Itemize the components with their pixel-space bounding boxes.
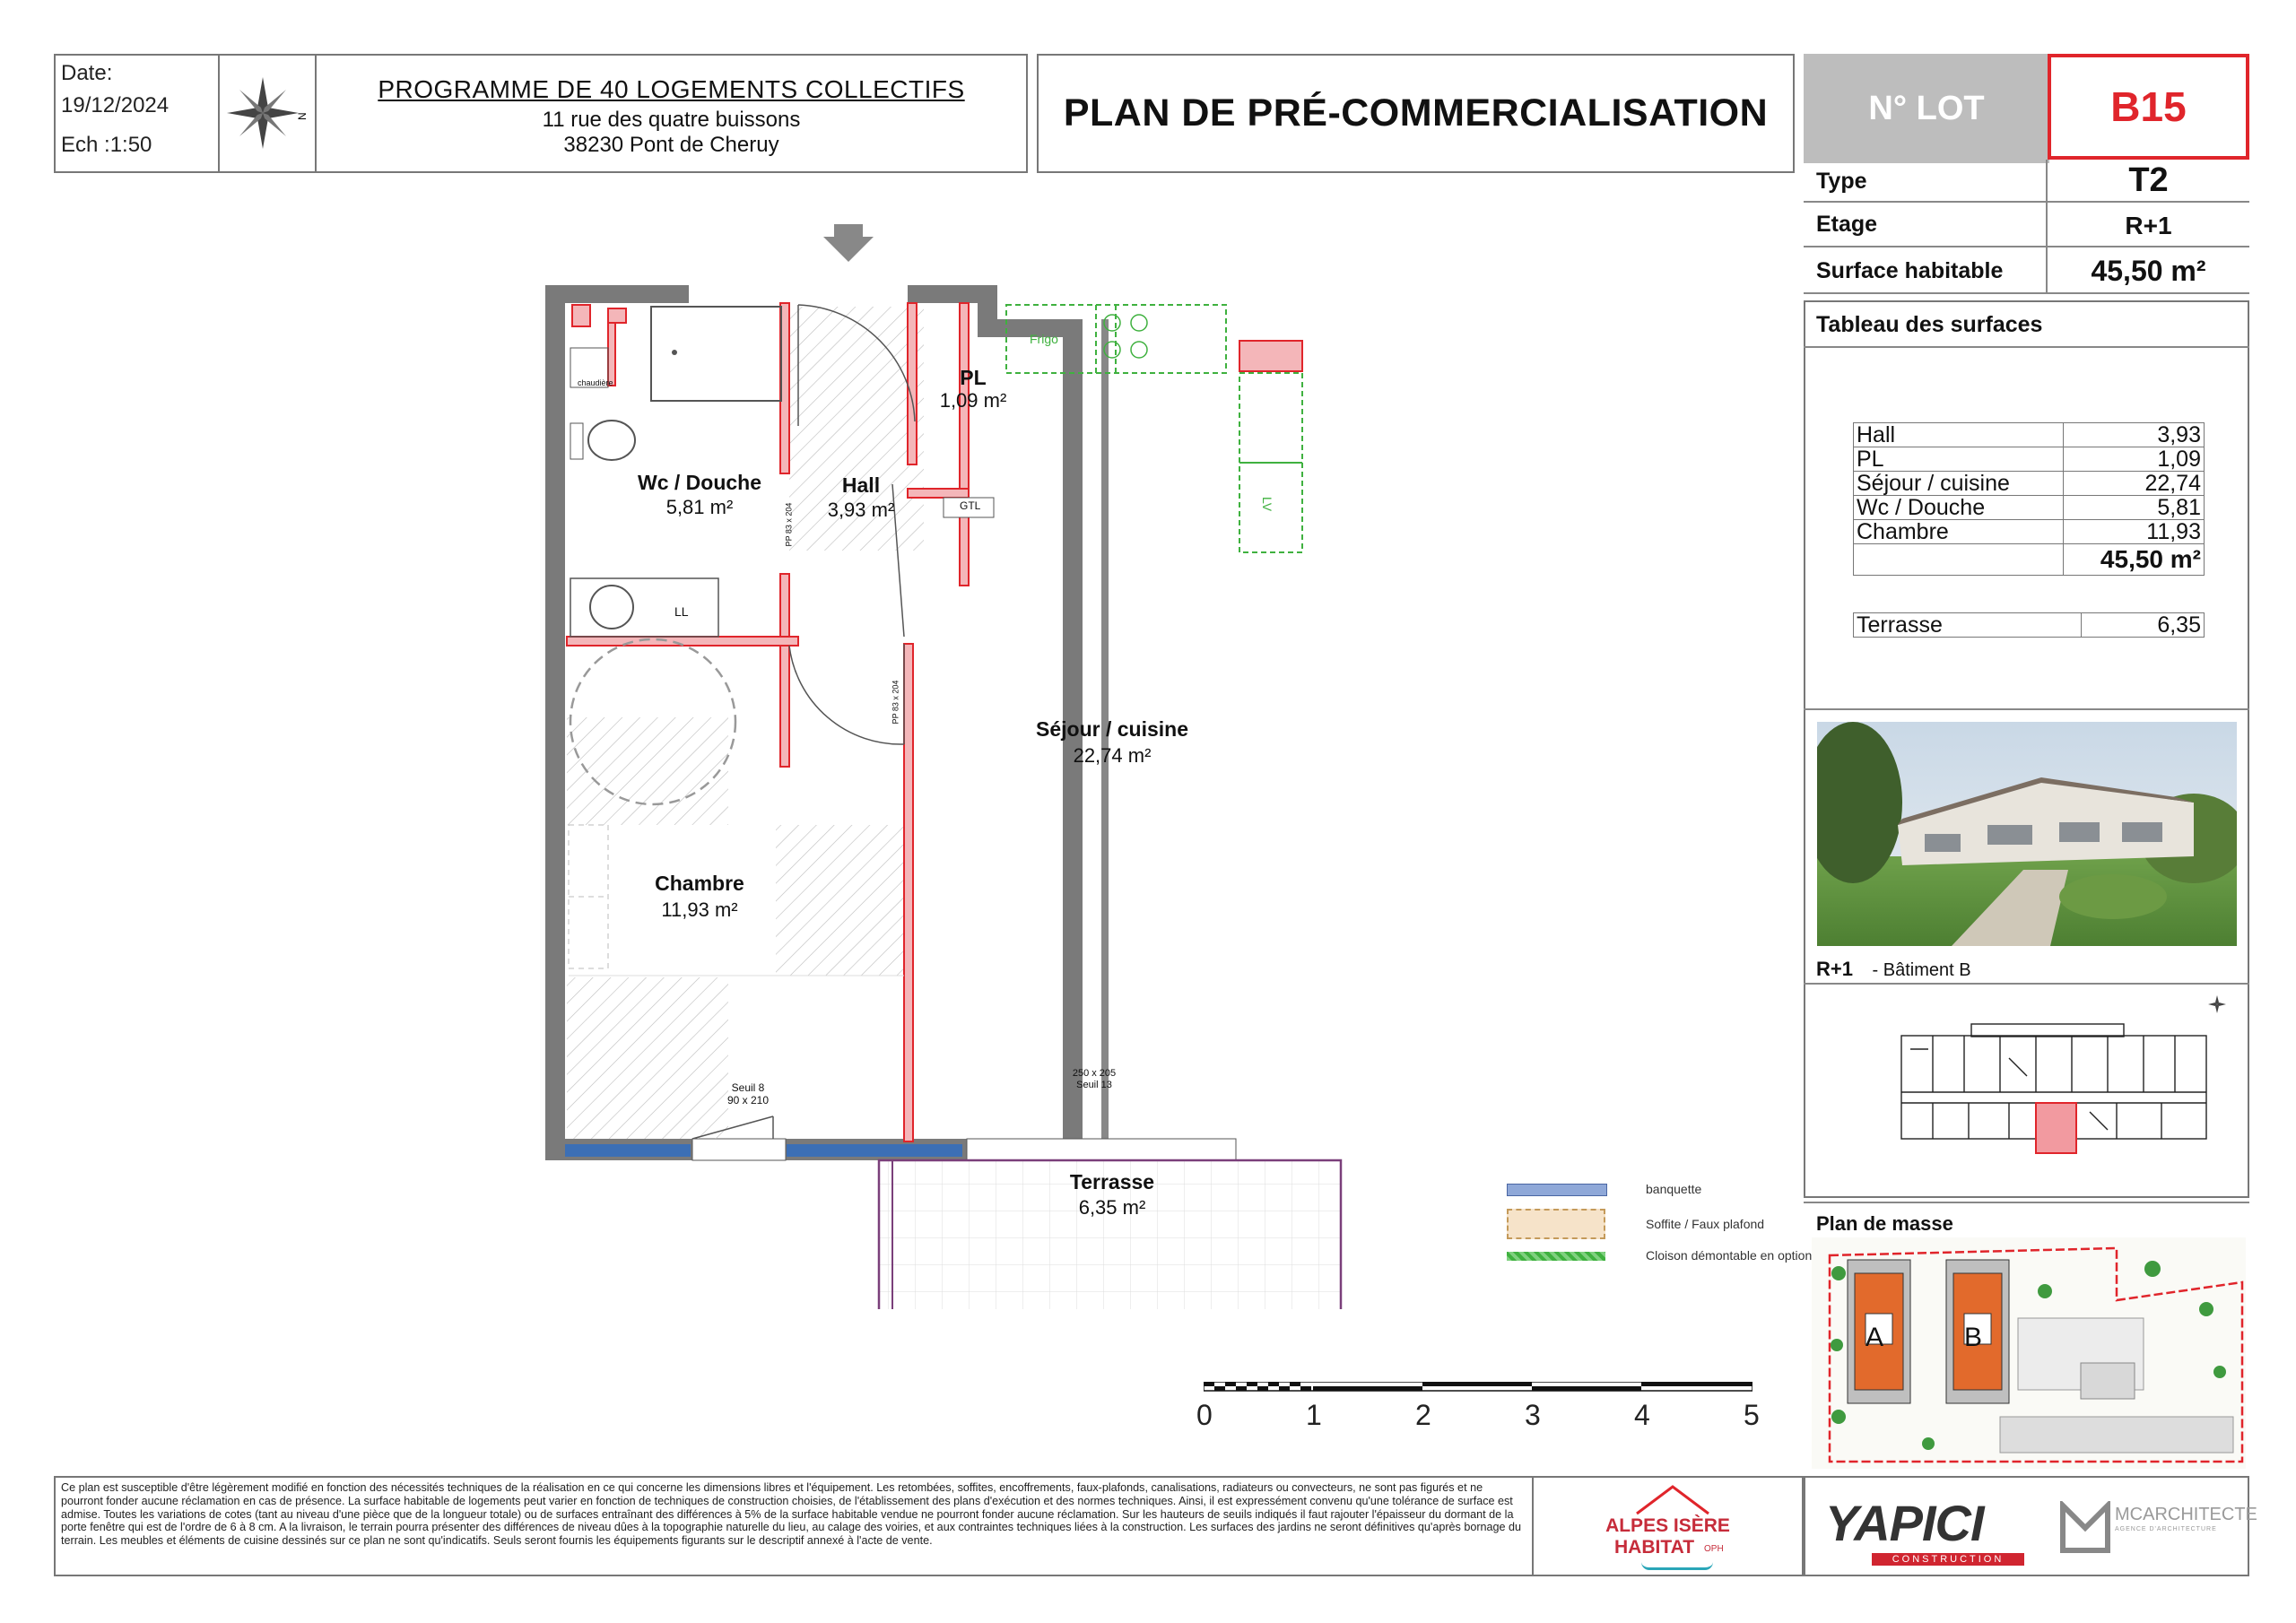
scale-label: Ech :1:50 bbox=[61, 133, 152, 157]
level-caption-batiment: - Bâtiment B bbox=[1872, 960, 1971, 980]
table-row: Terrasse 6,35 bbox=[1854, 613, 2205, 638]
date-box bbox=[54, 54, 220, 173]
programme-title: PROGRAMME DE 40 LOGEMENTS COLLECTIFS bbox=[378, 75, 965, 103]
building-render-image bbox=[1817, 722, 2237, 946]
plan-title: PLAN DE PRÉ-COMMERCIALISATION bbox=[1063, 91, 1769, 135]
total-row: 45,50 m² bbox=[1854, 544, 2205, 576]
roof-logo-icon bbox=[1632, 1483, 1713, 1515]
etage-value: R+1 bbox=[2125, 212, 2172, 239]
logo-yapici-mc: YAPICI CONSTRUCTION MCARCHITECTE AGENCE D'ARCHITECTURE bbox=[1804, 1476, 2249, 1576]
lot-label-box bbox=[1804, 54, 2049, 163]
room-sejour-name: Séjour / cuisine bbox=[1036, 717, 1188, 741]
table-row: Hall 3,93 bbox=[1854, 423, 2205, 447]
lot-label: N° LOT bbox=[1868, 89, 1985, 127]
address-line1: 11 rue des quatre buissons bbox=[542, 108, 801, 132]
level-key-plan bbox=[1883, 995, 2242, 1184]
terrace-table bbox=[1853, 612, 2205, 638]
window-size-label: 250 x 205 bbox=[1072, 1068, 1117, 1079]
svg-text:N: N bbox=[296, 112, 309, 120]
scale-tick-0: 0 bbox=[1196, 1399, 1213, 1431]
gtl-label: GTL bbox=[960, 499, 981, 512]
room-pl-name: PL bbox=[960, 366, 987, 389]
scale-tick-2: 2 bbox=[1415, 1399, 1431, 1431]
legend-banquette: banquette bbox=[1646, 1182, 1702, 1196]
mc-architecte-icon bbox=[2058, 1501, 2112, 1555]
mc-architecte-logo: MCARCHITECTE bbox=[2115, 1505, 2257, 1524]
table-row: PL 1,09 bbox=[1854, 447, 2205, 472]
room-terrasse-name: Terrasse bbox=[1069, 1170, 1155, 1193]
surface-value: 45,50 m² bbox=[2091, 255, 2206, 287]
door-note-1: PP 83 x 204 bbox=[784, 502, 794, 547]
legend-banquette-swatch bbox=[1507, 1184, 1607, 1196]
disclaimer-text: Ce plan est susceptible d'être légèrement modifié en fonction des nécessités techniques de la réalisation en ce qui concerne les dimensions libres et l'équipement. Les retombées, soffites, encoffrements, faux-plafonds, canalisations, radiateurs ou convecteurs, ne sont pas figurés et ne pourront fonder aucune réclamation en cas de présence. La surface habitable de logements peut varier en fonction de techniques de construction choisies, de l'établissement des plans d'exécution et des normes techniques. Ainsi, il est expressément convenu qu'une tolérance de surface est admise. Toutes les variations de cotes (tant au niveau d'une pièce que de la longueur totale) ou de surfaces entraînant des différences à 5% de la surface habitable vendue ne pourront fonder aucune réclamation. Sur les hauteurs de seuils indiqués il faut rajouter l'épaisseur du dormant de la porte fenêtre qui est de l'ordre de 6 à 8 cm. A la livraison, le terrain pourra présenter des différences de niveau dûes à la topographie naturelle du lieu, au calage des voiries, et aux contraintes techniques liées à la construction. Les surfaces des jardins ne seront définitives qu'après bornage du terrain. Les meubles et éléments de cuisine dessinés sur ce plan ne sont qu'indicatifs. Seuls seront fournis les équipements figurants sur le descriptif annexé à l'acte de vente. bbox=[54, 1476, 1534, 1576]
legend-cloison: Cloison démontable en option bbox=[1646, 1248, 1813, 1263]
yapici-logo: YAPICI bbox=[1825, 1495, 1984, 1551]
scale-tick-4: 4 bbox=[1634, 1399, 1650, 1431]
etage-row bbox=[1804, 203, 2249, 247]
window-seuil-label: Seuil 13 bbox=[1076, 1080, 1112, 1090]
lv-label: LV bbox=[1260, 496, 1275, 512]
room-pl-area: 1,09 m² bbox=[939, 389, 1007, 412]
room-chambre-name: Chambre bbox=[655, 872, 744, 895]
table-row: Séjour / cuisine 22,74 bbox=[1854, 472, 2205, 496]
surface-row bbox=[1804, 247, 2249, 294]
type-value: T2 bbox=[2128, 161, 2169, 199]
surfaces-title: Tableau des surfaces bbox=[1816, 312, 2043, 337]
date-value: 19/12/2024 bbox=[61, 93, 170, 117]
door-note-2: PP 83 x 204 bbox=[891, 680, 900, 725]
block-b-label: B bbox=[1963, 1323, 1982, 1352]
plan-title-box bbox=[1037, 54, 1795, 173]
block-a-label: A bbox=[1865, 1323, 1883, 1352]
room-chambre-area: 11,93 m² bbox=[661, 898, 738, 921]
legend-cloison-swatch bbox=[1507, 1252, 1605, 1261]
scale-tick-1: 1 bbox=[1306, 1399, 1322, 1431]
scale-tick-3: 3 bbox=[1525, 1399, 1541, 1431]
scale-bar bbox=[1204, 1381, 1752, 1392]
room-hall-name: Hall bbox=[841, 473, 881, 497]
type-label: Type bbox=[1816, 169, 1867, 194]
room-hall-area: 3,93 m² bbox=[827, 499, 895, 521]
table-row: Wc / Douche 5,81 bbox=[1854, 496, 2205, 520]
scale-tick-5: 5 bbox=[1744, 1399, 1760, 1431]
door-seuil-label: Seuil 8 bbox=[731, 1081, 765, 1094]
surface-label: Surface habitable bbox=[1816, 258, 2004, 283]
room-wc-area: 5,81 m² bbox=[665, 496, 734, 518]
type-row bbox=[1804, 160, 2249, 203]
level-caption bbox=[1816, 958, 1971, 981]
room-terrasse-area: 6,35 m² bbox=[1078, 1196, 1146, 1219]
room-sejour-area: 22,74 m² bbox=[1073, 744, 1152, 767]
room-wc-name: Wc / Douche bbox=[637, 471, 761, 494]
chaudiere-label: chaudière bbox=[578, 378, 613, 387]
table-row: Chambre 11,93 bbox=[1854, 520, 2205, 544]
door-size-label: 90 x 210 bbox=[726, 1094, 770, 1107]
site-plan bbox=[1812, 1237, 2246, 1469]
address-line2: 38230 Pont de Cheruy bbox=[563, 133, 779, 157]
legend-soffite-swatch bbox=[1507, 1209, 1605, 1239]
programme-box bbox=[315, 54, 1028, 173]
frigo-label: Frigo bbox=[1030, 332, 1058, 346]
compass-rose-icon bbox=[220, 56, 315, 171]
masse-title: Plan de masse bbox=[1816, 1212, 1953, 1235]
date-label: Date: bbox=[61, 61, 113, 85]
lot-value-box bbox=[2048, 54, 2249, 160]
ll-label: LL bbox=[674, 604, 689, 619]
level-caption-level: R+1 bbox=[1816, 958, 1853, 980]
logo-alpes-isere: ALPES ISÈRE HABITAT OPH bbox=[1532, 1476, 1804, 1576]
legend-soffite: Soffite / Faux plafond bbox=[1646, 1217, 1765, 1231]
etage-label: Etage bbox=[1816, 212, 1878, 237]
lot-value: B15 bbox=[2110, 83, 2187, 130]
compass-box bbox=[218, 54, 317, 173]
surfaces-table bbox=[1853, 422, 2205, 576]
